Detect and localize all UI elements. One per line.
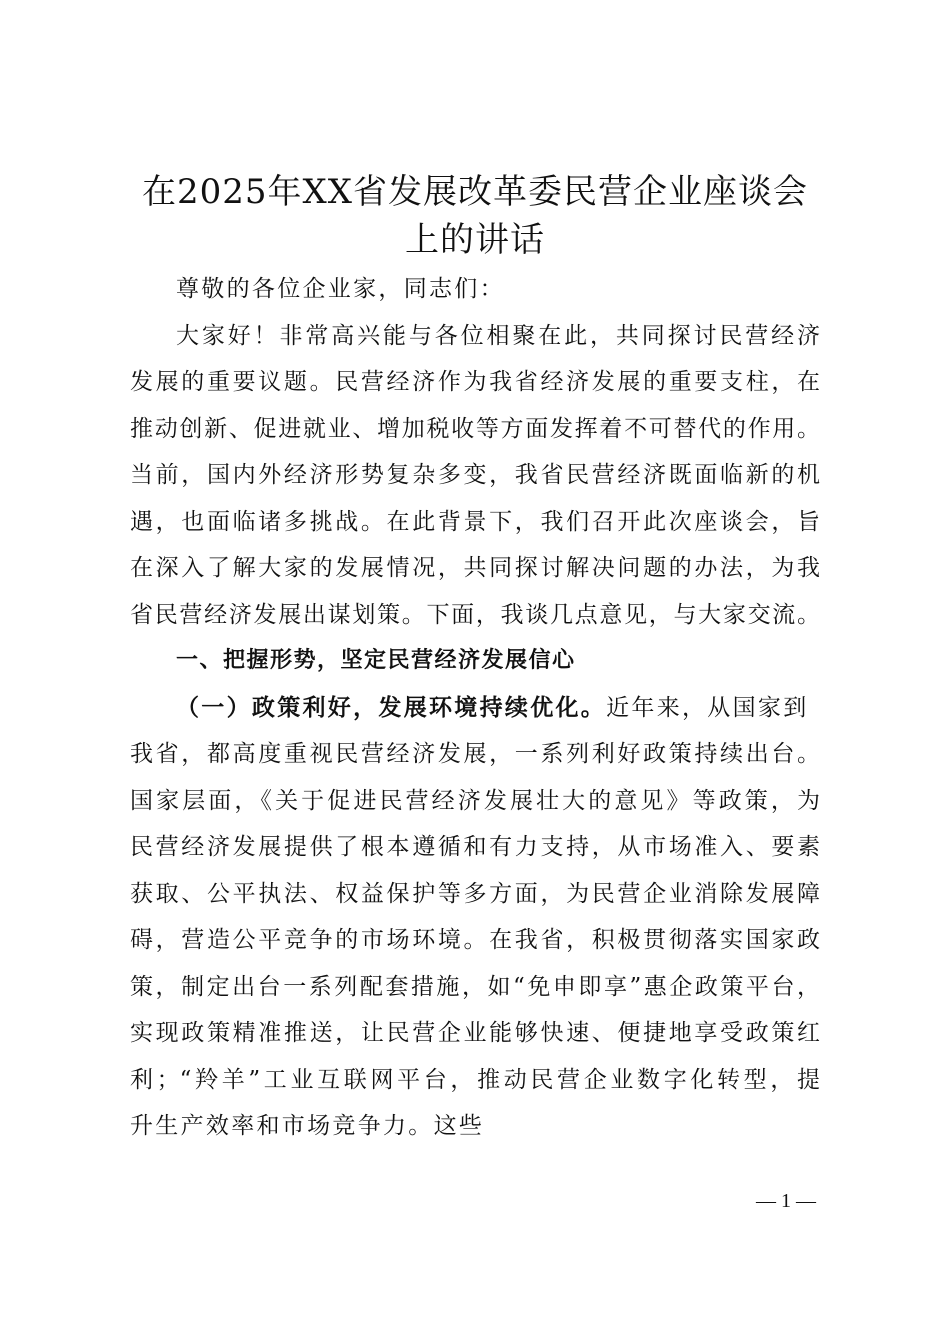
intro-line: 大家好！非常高兴能与各位相聚在此，共同探讨民营经济	[176, 322, 820, 349]
subsection-line: 获取、公平执法、权益保护等多方面，为民营企业消除发展障	[130, 880, 820, 907]
intro-line: 在深入了解大家的发展情况，共同探讨解决问题的办法，为我	[130, 555, 820, 581]
subsection-line: 碍，营造公平竞争的市场环境。在我省，积极贯彻落实国家政	[130, 927, 820, 953]
intro-line: 遇，也面临诸多挑战。在此背景下，我们召开此次座谈会，旨	[130, 508, 820, 535]
page-number: — 1 —	[756, 1190, 816, 1212]
subsection-line: 实现政策精准推送，让民营企业能够快速、便捷地享受政策红	[130, 1020, 820, 1046]
subsection-lead: （一）政策利好，发展环境持续优化。	[176, 694, 607, 721]
document-body	[130, 266, 820, 1150]
document-title	[130, 168, 820, 264]
subsection-line: 国家层面，《关于促进民营经济发展壮大的意见》等政策，为	[130, 787, 820, 814]
subsection-line: 利；“羚羊”工业互联网平台，推动民营企业数字化转型，提	[130, 1066, 820, 1093]
title-line-1: 在2025年XX省发展改革委民营企业座谈会	[142, 172, 808, 212]
subsection-line: 升生产效率和市场竞争力。这些	[130, 1113, 485, 1139]
intro-line: 当前，国内外经济形势复杂多变，我省民营经济既面临新的机	[130, 462, 820, 488]
intro-line: 发展的重要议题。民营经济作为我省经济发展的重要支柱，在	[130, 369, 820, 395]
subsection-line: 民营经济发展提供了根本遵循和有力支持，从市场准入、要素	[130, 834, 820, 860]
intro-line: 推动创新、促进就业、增加税收等方面发挥着不可替代的作用。	[130, 415, 820, 442]
intro-line: 省民营经济发展出谋划策。下面，我谈几点意见，与大家交流。	[130, 601, 820, 628]
subsection-line: 我省，都高度重视民营经济发展，一系列利好政策持续出台。	[130, 741, 820, 767]
subsection-first-line	[130, 685, 820, 732]
subsection-first-rest: 近年来，从国家到	[606, 694, 809, 721]
subsection-line: 策，制定出台一系列配套措施，如“免申即享”惠企政策平台，	[130, 973, 820, 1000]
title-line-2: 上的讲话	[405, 220, 545, 260]
salutation: 尊敬的各位企业家，同志们：	[176, 276, 505, 302]
section-heading: 一、把握形势，坚定民营经济发展信心	[176, 648, 576, 673]
